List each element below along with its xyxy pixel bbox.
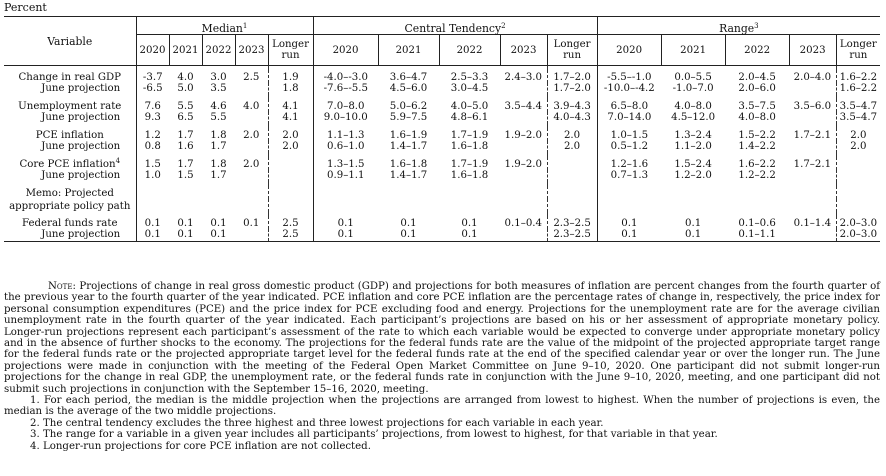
median-cell: 0.8 — [144, 141, 161, 152]
memo-cell — [661, 186, 725, 199]
median-cell: 1.7 — [210, 141, 227, 152]
median-cell: 0.1 — [169, 229, 202, 242]
row-label — [4, 157, 136, 170]
ct-cell: 0.1 — [461, 218, 478, 229]
row-label-text: Change in real GDP — [18, 72, 121, 83]
median-cell: 7.6 — [144, 101, 161, 112]
range-cell: 0.1 — [597, 229, 661, 242]
memo-cell — [169, 186, 202, 199]
median-cell: 1.8 — [210, 130, 227, 141]
median-header: Median$^1$ — [136, 17, 313, 35]
range-cell: 1.6–2.2 — [836, 83, 880, 95]
row-label — [4, 128, 136, 141]
row-label-text: June projection — [41, 141, 121, 152]
median-cell — [268, 170, 313, 182]
range-cell: 1.3–2.4 — [674, 130, 712, 141]
memo-cell — [268, 186, 313, 199]
median-cell: -3.7 — [142, 72, 163, 83]
ct-cell: 7.0–8.0 — [313, 99, 378, 112]
median-longer-run-header — [268, 35, 313, 66]
median-cell — [235, 83, 268, 95]
row-label-text: Federal funds rate — [22, 218, 118, 229]
median-cell: 6.5 — [177, 112, 194, 123]
range-cell: -1.0–7.0 — [672, 83, 714, 94]
median-cell: 2.0 — [243, 159, 260, 170]
memo-cell — [378, 186, 439, 199]
memo-cell — [439, 199, 500, 212]
table-row — [4, 229, 880, 242]
ct-year-header: 2020 — [313, 35, 378, 66]
table-row — [4, 170, 880, 182]
memo-label: appropriate policy path — [4, 199, 136, 212]
median-cell — [235, 229, 268, 242]
row-label-footnote: 4 — [115, 157, 121, 165]
median-cell: 0.1 — [243, 218, 260, 229]
range-cell: 0.1 — [597, 216, 661, 229]
ct-cell: 1.6–1.8 — [389, 159, 428, 170]
ct-cell: 5.9–7.5 — [389, 112, 428, 123]
median-cell: 1.8 — [210, 159, 227, 170]
median-cell: 4.0 — [177, 72, 194, 83]
ct-cell: -7.6–-5.5 — [313, 83, 378, 95]
range-year-header: 2021 — [661, 35, 725, 66]
ct-longer-run-header — [547, 35, 597, 66]
median-cell: 0.1 — [136, 229, 169, 242]
range-cell: 0.1 — [661, 229, 725, 242]
median-cell: 2.5 — [268, 216, 313, 229]
range-cell: 1.2–1.6 — [597, 157, 661, 170]
median-cell: 1.0 — [144, 170, 161, 181]
run-label: run — [281, 50, 300, 61]
range-cell — [836, 157, 880, 170]
median-cell: 0.1 — [210, 218, 227, 229]
ct-cell: 2.3–2.5 — [547, 216, 597, 229]
ct-cell: 9.0–10.0 — [313, 112, 378, 124]
footnote-4: 4. Longer-run projections for core PCE inflation are not collected. — [30, 440, 371, 452]
median-cell: 0.1 — [202, 229, 235, 242]
unit-label: Percent — [4, 1, 47, 14]
memo-cell — [202, 199, 235, 212]
range-cell: 1.7–2.1 — [793, 130, 832, 141]
range-cell: 0.1–1.4 — [793, 218, 832, 229]
range-cell — [789, 83, 836, 95]
memo-cell — [202, 186, 235, 199]
ct-cell: 0.6–1.0 — [313, 141, 378, 153]
median-cell — [235, 170, 268, 182]
range-cell: 2.0–3.0 — [836, 229, 880, 242]
ct-cell: 1.7–1.9 — [450, 130, 489, 141]
ct-year-header: 2021 — [378, 35, 439, 66]
median-cell: 2.5 — [268, 229, 313, 242]
memo-cell — [725, 186, 789, 199]
range-cell: 1.1–2.0 — [674, 141, 712, 152]
memo-cell — [547, 186, 597, 199]
ct-year-header: 2023 — [500, 35, 547, 66]
projections-table — [4, 16, 880, 242]
median-year-header: 2021 — [169, 35, 202, 66]
median-cell — [235, 112, 268, 124]
row-label — [4, 170, 136, 182]
ct-cell: 0.1–0.4 — [504, 218, 543, 229]
median-cell: 2.0 — [268, 141, 313, 153]
footnote-2: 2. The central tendency excludes the three highest and three lowest projections for each variable in each year. — [30, 417, 604, 429]
memo-cell — [235, 199, 268, 212]
ct-cell — [500, 229, 547, 242]
ct-cell — [500, 83, 547, 95]
ct-year-header: 2022 — [439, 35, 500, 66]
ct-cell: 4.5–6.0 — [389, 83, 428, 94]
row-label — [4, 83, 136, 95]
memo-label: Memo: Projected — [4, 186, 136, 199]
median-cell: 4.1 — [268, 99, 313, 112]
ct-cell: 4.0–5.0 — [450, 101, 489, 112]
note-paragraph: Note: Projections of change in real gross domestic product (GDP) and projections for both measures of inflation are percent changes from the fourth quarter of the previous year to the fourth quarter of the year indicated. PCE inflation and core PCE inflation are the percentage rates of change in, respectively, the price index for personal consumption expenditures (PCE) and the price index for PCE excluding food and energy. Projections for the unemployment rate are for the average civilian unemployment rate in the fourth quarter of the year indicated. Each participant’s projections are based on his or her assessment of appropriate monetary policy. Longer-run projections represent each participant’s assessment of the rate to which each variable would be expected to converge under appropriate monetary policy and in the absence of further shocks to the economy. The projections for the federal funds rate are the value of the midpoint of the projected appropriate target range for the federal funds rate or the projected appropriate target level for the federal funds rate at the end of the specified calendar year or over the longer run. The June projections were made in conjunction with the meeting of the Federal Open Market Committee on June 9–10, 2020. One participant did not submit longer-run projections for the change in real GDP, the unemployment rate, or the federal funds rate in conjunction with the June 9–10, 2020, meeting, and one participant did not submit such projections in conjunction with the September 15–16, 2020, meeting. — [4, 281, 880, 395]
median-cell: 2.0 — [268, 128, 313, 141]
table-row — [4, 83, 880, 95]
ct-cell — [500, 170, 547, 182]
ct-cell — [547, 170, 597, 182]
range-cell: 4.5–12.0 — [671, 112, 716, 123]
median-cell: 3.5 — [210, 83, 227, 94]
range-cell: -5.5–-1.0 — [597, 70, 661, 83]
memo-cell — [836, 186, 880, 199]
memo-cell — [169, 199, 202, 212]
median-cell: 1.5 — [177, 170, 194, 181]
ct-cell: 1.7–2.0 — [547, 70, 597, 83]
row-label — [4, 112, 136, 124]
header-row-groups — [4, 17, 880, 35]
memo-cell — [378, 199, 439, 212]
row-label-text: June projection — [41, 83, 121, 94]
median-cell — [235, 141, 268, 153]
ct-cell: 1.7–2.0 — [547, 83, 597, 95]
row-label-text: Unemployment rate — [18, 101, 122, 112]
row-label — [4, 70, 136, 83]
variable-header: Variable — [4, 17, 136, 66]
range-cell — [789, 229, 836, 242]
memo-cell — [500, 186, 547, 199]
ct-cell: 2.0 — [547, 128, 597, 141]
range-cell: 7.0–14.0 — [597, 112, 661, 124]
range-cell: 3.5–6.0 — [793, 101, 832, 112]
row-label — [4, 99, 136, 112]
range-cell: 2.0–4.5 — [738, 72, 776, 83]
range-cell: 2.0 — [836, 141, 880, 153]
range-cell: 0.7–1.3 — [597, 170, 661, 182]
range-year-header: 2023 — [789, 35, 836, 66]
run-label: run — [563, 50, 582, 61]
range-cell: 3.5–7.5 — [738, 101, 776, 112]
memo-cell — [597, 186, 661, 199]
memo-cell — [661, 199, 725, 212]
memo-cell — [313, 199, 378, 212]
median-cell: -6.5 — [142, 83, 163, 94]
range-cell: 1.7–2.1 — [793, 159, 832, 170]
range-cell — [789, 141, 836, 153]
range-cell: 6.5–8.0 — [597, 99, 661, 112]
median-cell: 1.9 — [268, 70, 313, 83]
footnote-1: 1. For each period, the median is the middle projection when the projections are arranged from lowest to highest. When the number of projections is even, the median is the average of the two middle projections. — [4, 395, 880, 418]
range-cell: 2.0–6.0 — [738, 83, 776, 94]
range-cell: 0.1–1.1 — [725, 229, 789, 242]
ct-cell: 1.6–1.8 — [450, 141, 489, 152]
median-cell: 4.1 — [268, 112, 313, 124]
ct-cell: 5.0–6.2 — [389, 101, 428, 112]
central-tendency-header: Central Tendency$^2$ — [313, 17, 597, 35]
ct-cell: 1.9–2.0 — [504, 130, 543, 141]
range-cell: 0.1 — [684, 218, 702, 229]
row-label — [4, 216, 136, 229]
range-longer-run-header — [836, 35, 880, 66]
range-header: Range$^3$ — [597, 17, 880, 35]
table-row — [4, 128, 880, 141]
ct-cell: 3.5–4.4 — [504, 101, 543, 112]
median-cell: 5.5 — [177, 101, 194, 112]
ct-cell — [547, 157, 597, 170]
ct-cell: 3.6–4.7 — [389, 72, 428, 83]
longer-run-label: Longer — [553, 39, 591, 50]
range-cell: 0.1–0.6 — [738, 218, 776, 229]
ct-cell: 2.0 — [547, 141, 597, 153]
range-cell: 0.5–1.2 — [597, 141, 661, 153]
ct-cell: 0.1 — [378, 229, 439, 242]
median-cell: 2.0 — [243, 130, 260, 141]
range-cell: 1.5–2.2 — [738, 130, 776, 141]
range-cell: 1.5–2.4 — [674, 159, 712, 170]
median-year-header: 2020 — [136, 35, 169, 66]
range-cell: 1.6–2.2 — [836, 70, 880, 83]
median-cell: 0.1 — [177, 218, 194, 229]
table-row — [4, 99, 880, 112]
median-cell: 1.2 — [144, 130, 161, 141]
range-cell: 3.5–4.7 — [836, 112, 880, 124]
range-cell: 4.0–8.0 — [674, 101, 712, 112]
memo-cell — [268, 199, 313, 212]
median-year-header: 2022 — [202, 35, 235, 66]
ct-cell: 2.3–2.5 — [547, 229, 597, 242]
ct-cell: 1.9–2.0 — [504, 159, 543, 170]
table-row — [4, 157, 880, 170]
note-text: Projections of change in real gross domestic product (GDP) and projections for both measures of inflation are percent changes from the fourth quarter of the previous year to the fourth quarter of the year indicated. PCE inflation and core PCE inflation are the percentage rates of change in, respectively, the price index for personal consumption expenditures (PCE) and the price index for PCE excluding food and energy. Projections for the unemployment rate are for the average civilian unemployment rate in the fourth quarter of the year indicated. Each participant’s projections are based on his or her assessment of appropriate monetary policy. Longer-run projections represent each participant’s assessment of the rate to which each variable would be expected to converge under appropriate monetary policy and in the absence of further shocks to the economy. The projections for the federal funds rate are the value of the midpoint of the projected appropriate target range for the federal funds rate or the projected appropriate target level for the federal funds rate at the end of the specified calendar year or over the longer run. The June projections were made in conjunction with the meeting of the Federal Open Market Committee on June 9–10, 2020. One participant did not submit longer-run projections for the change in real GDP, the unemployment rate, or the federal funds rate in conjunction with the June 9–10, 2020, meeting, and one participant did not submit such projections in conjunction with the September 15–16, 2020, meeting. — [4, 281, 880, 395]
memo-cell — [136, 186, 169, 199]
median-cell: 1.8 — [268, 83, 313, 95]
ct-cell: 1.6–1.8 — [450, 170, 489, 181]
ct-cell — [500, 141, 547, 153]
range-cell — [789, 170, 836, 182]
memo-cell — [725, 199, 789, 212]
run-label: run — [849, 50, 868, 61]
ct-cell: 4.8–6.1 — [450, 112, 489, 123]
median-cell: 5.5 — [210, 112, 227, 123]
ct-cell: 1.7–1.9 — [450, 159, 489, 170]
median-cell: 5.0 — [177, 83, 194, 94]
memo-cell — [789, 186, 836, 199]
memo-cell — [313, 186, 378, 199]
range-cell: 1.0–1.5 — [597, 128, 661, 141]
table-row — [4, 216, 880, 229]
row-label — [4, 229, 136, 242]
median-cell: 1.7 — [210, 170, 227, 181]
memo-row — [4, 199, 880, 212]
note-lead: Note — [48, 281, 73, 292]
ct-cell: 1.1–1.3 — [313, 128, 378, 141]
memo-cell — [547, 199, 597, 212]
ct-cell: 2.5–3.3 — [450, 72, 489, 83]
table-row — [4, 70, 880, 83]
table-row — [4, 141, 880, 153]
ct-cell — [500, 112, 547, 124]
ct-cell: 0.1 — [439, 229, 500, 242]
ct-cell: 0.9–1.1 — [313, 170, 378, 182]
ct-cell: 0.1 — [313, 216, 378, 229]
range-year-header: 2022 — [725, 35, 789, 66]
memo-cell — [836, 199, 880, 212]
notes-section — [4, 281, 880, 452]
ct-cell: 3.9–4.3 — [547, 99, 597, 112]
longer-run-label: Longer — [839, 39, 877, 50]
row-label-text: June projection — [41, 170, 121, 181]
range-cell: 1.2–2.2 — [738, 170, 776, 181]
range-year-header: 2020 — [597, 35, 661, 66]
ct-cell: 1.3–1.5 — [313, 157, 378, 170]
ct-cell: -4.0–-3.0 — [313, 70, 378, 83]
ct-cell: 1.6–1.9 — [389, 130, 428, 141]
header-row-years — [4, 35, 880, 66]
range-cell: 0.0–5.5 — [674, 72, 712, 83]
row-label-text: June projection — [41, 112, 121, 123]
range-cell: 1.2–2.0 — [674, 170, 712, 181]
memo-row — [4, 186, 880, 199]
ct-cell: 1.4–1.7 — [389, 141, 428, 152]
range-cell: 2.0–3.0 — [836, 216, 880, 229]
ct-cell: 1.4–1.7 — [389, 170, 428, 181]
median-cell: 1.7 — [177, 159, 194, 170]
median-cell: 4.6 — [210, 101, 227, 112]
memo-cell — [500, 199, 547, 212]
range-cell: 1.4–2.2 — [738, 141, 776, 152]
range-cell: 3.5–4.7 — [836, 99, 880, 112]
ct-cell: 3.0–4.5 — [450, 83, 489, 94]
table-row — [4, 112, 880, 124]
median-cell: 1.6 — [177, 141, 194, 152]
footnote-3: 3. The range for a variable in a given year includes all participants’ projections, from lowest to highest, for that variable in that year. — [30, 429, 718, 441]
memo-cell — [789, 199, 836, 212]
median-cell: 1.7 — [177, 130, 194, 141]
median-cell: 1.5 — [144, 159, 161, 170]
row-label-text: Core PCE inflation — [19, 159, 116, 170]
ct-cell: 0.1 — [400, 218, 417, 229]
range-cell — [836, 170, 880, 182]
row-label-text: June projection — [41, 229, 121, 240]
memo-cell — [597, 199, 661, 212]
median-cell: 3.0 — [210, 72, 227, 83]
range-cell: 2.0–4.0 — [793, 72, 832, 83]
row-label-text: PCE inflation — [35, 130, 104, 141]
memo-cell — [136, 199, 169, 212]
median-cell: 2.5 — [243, 72, 260, 83]
memo-cell — [235, 186, 268, 199]
range-cell: 4.0–8.0 — [738, 112, 776, 123]
range-cell: -10.0–-4.2 — [597, 83, 661, 95]
range-cell — [789, 112, 836, 124]
median-cell: 4.0 — [243, 101, 260, 112]
range-cell: 1.6–2.2 — [738, 159, 776, 170]
median-cell: 0.1 — [144, 218, 161, 229]
row-label — [4, 141, 136, 153]
range-cell: 2.0 — [836, 128, 880, 141]
median-cell: 9.3 — [144, 112, 161, 123]
longer-run-label: Longer — [272, 39, 309, 50]
ct-cell: 0.1 — [313, 229, 378, 242]
median-cell — [268, 157, 313, 170]
ct-cell: 4.0–4.3 — [547, 112, 597, 124]
memo-cell — [439, 186, 500, 199]
median-year-header: 2023 — [235, 35, 268, 66]
ct-cell: 2.4–3.0 — [504, 72, 543, 83]
